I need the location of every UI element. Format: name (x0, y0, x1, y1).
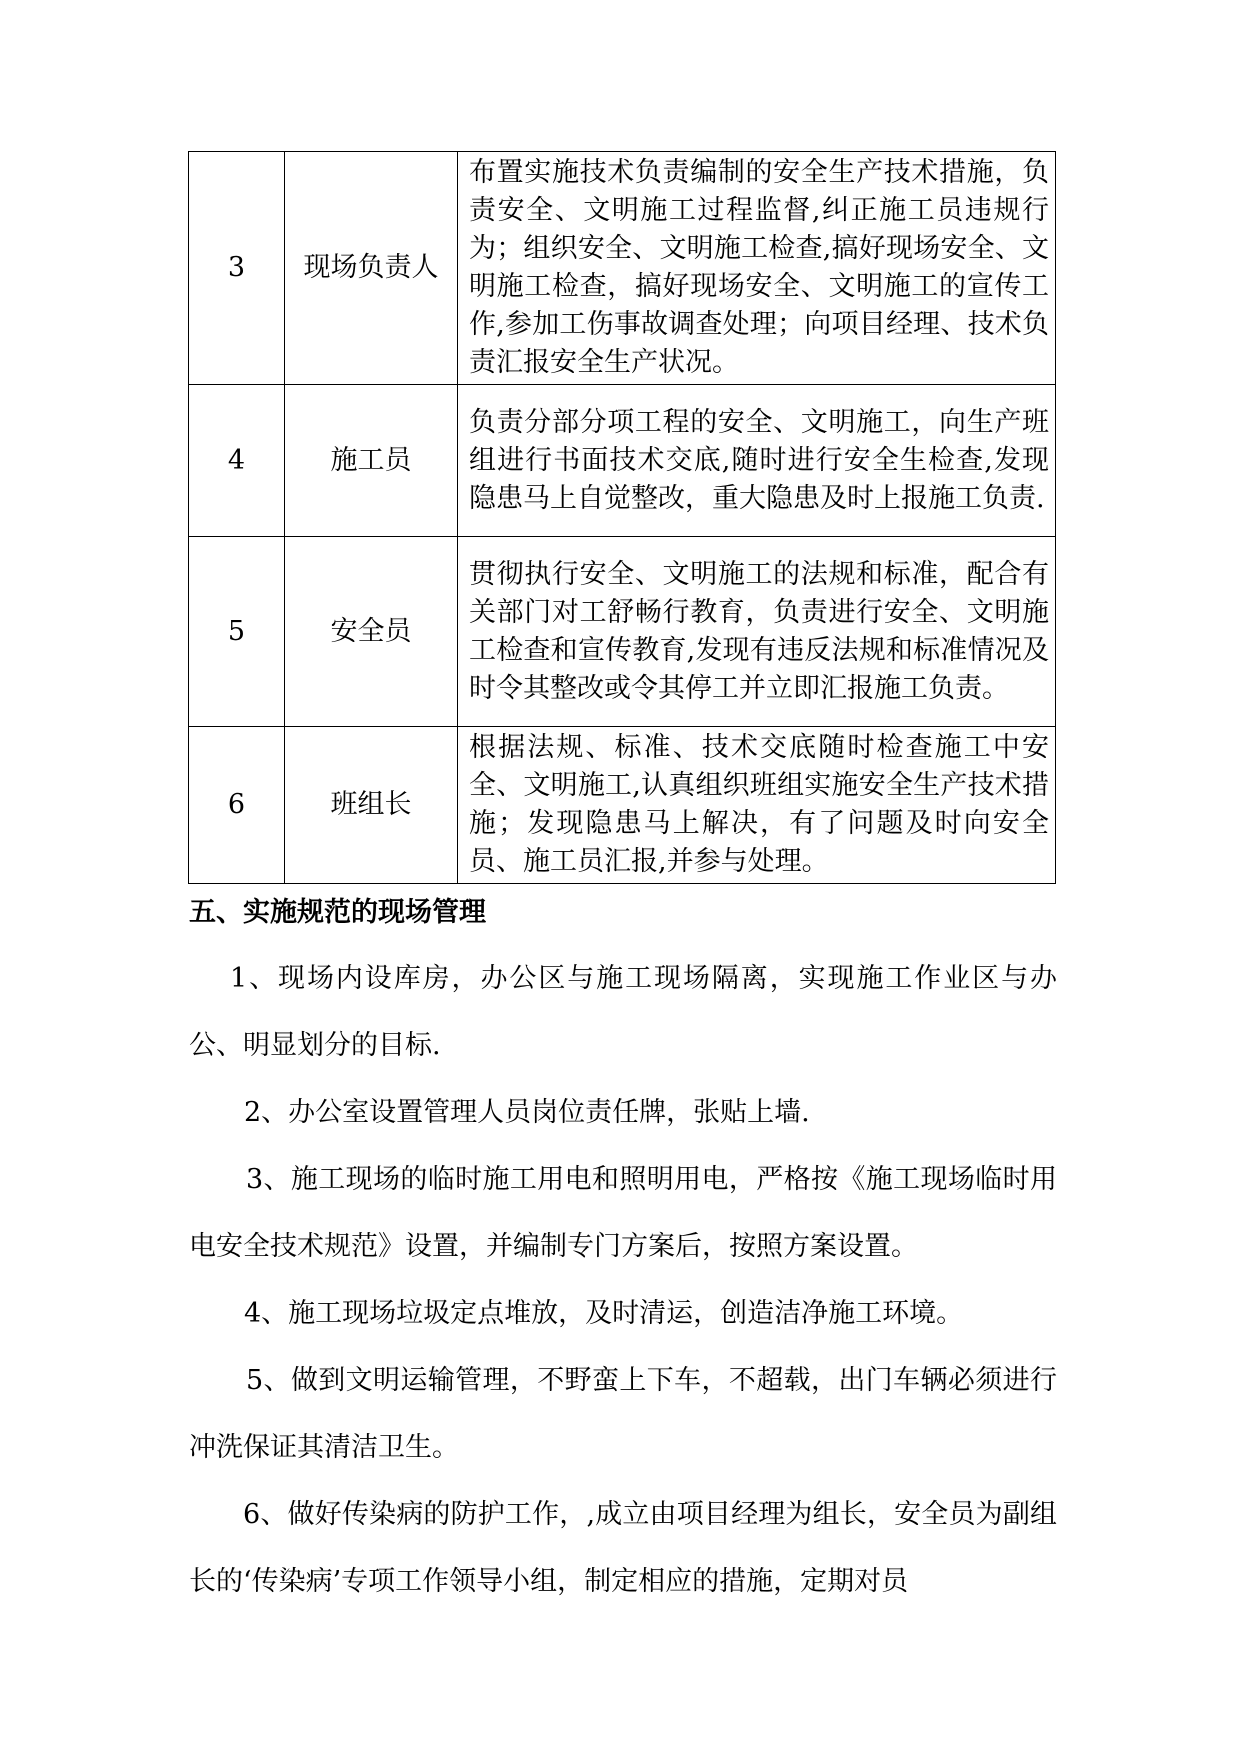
row-number: 4 (189, 385, 285, 537)
role-name: 现场负责人 (285, 152, 458, 385)
table-row (189, 385, 1056, 537)
role-name: 施工员 (285, 385, 458, 537)
role-description: 贯彻执行安全、文明施工的法规和标准，配合有关部门对工舒畅行教育，负责进行安全、文明施工检查和宣传教育,发现有违反法规和标准情况及时令其整改或令其停工并立即汇报施工负责。 (458, 537, 1056, 727)
role-description: 布置实施技术负责编制的安全生产技术措施，负责安全、文明施工过程监督,纠正施工员违规行为；组织安全、文明施工检查,搞好现场安全、文明施工检查，搞好现场安全、文明施工的宣传工作,参加工伤事故调查处理；向项目经理、技术负责汇报安全生产状况。 (458, 152, 1056, 385)
row-number: 6 (189, 727, 285, 884)
role-name: 安全员 (285, 537, 458, 727)
section-heading: 五、实施规范的现场管理 (189, 897, 486, 928)
row-number: 5 (189, 537, 285, 727)
table-row (189, 537, 1056, 727)
paragraph: 1、现场内设库房，办公区与施工现场隔离，实现施工作业区与办公、明显划分的目标. (189, 963, 1057, 1061)
role-description: 根据法规、标准、技术交底随时检查施工中安全、文明施工,认真组织班组实施安全生产技术措施；发现隐患马上解决，有了问题及时向安全员、施工员汇报,并参与处理。 (458, 727, 1056, 884)
role-name: 班组长 (285, 727, 458, 884)
paragraph: 6、做好传染病的防护工作，,成立由项目经理为组长，安全员为副组长的‘传染病’专项工作领导小组，制定相应的措施，定期对员 (189, 1499, 1057, 1597)
responsibility-table (188, 151, 1056, 884)
paragraph: 3、施工现场的临时施工用电和照明用电，严格按《施工现场临时用电安全技术规范》设置，并编制专门方案后，按照方案设置。 (189, 1164, 1057, 1262)
table-row (189, 727, 1056, 884)
paragraph: 5、做到文明运输管理，不野蛮上下车，不超载，出门车辆必须进行冲洗保证其清洁卫生。 (189, 1365, 1057, 1463)
row-number: 3 (189, 152, 285, 385)
table-row (189, 152, 1056, 385)
paragraph: 4、施工现场垃圾定点堆放，及时清运，创造洁净施工环境。 (244, 1298, 964, 1329)
paragraph: 2、办公室设置管理人员岗位责任牌，张贴上墙. (244, 1097, 810, 1128)
role-description: 负责分部分项工程的安全、文明施工，向生产班组进行书面技术交底,随时进行安全生检查,发现隐患马上自觉整改，重大隐患及时上报施工负责. (458, 385, 1056, 537)
